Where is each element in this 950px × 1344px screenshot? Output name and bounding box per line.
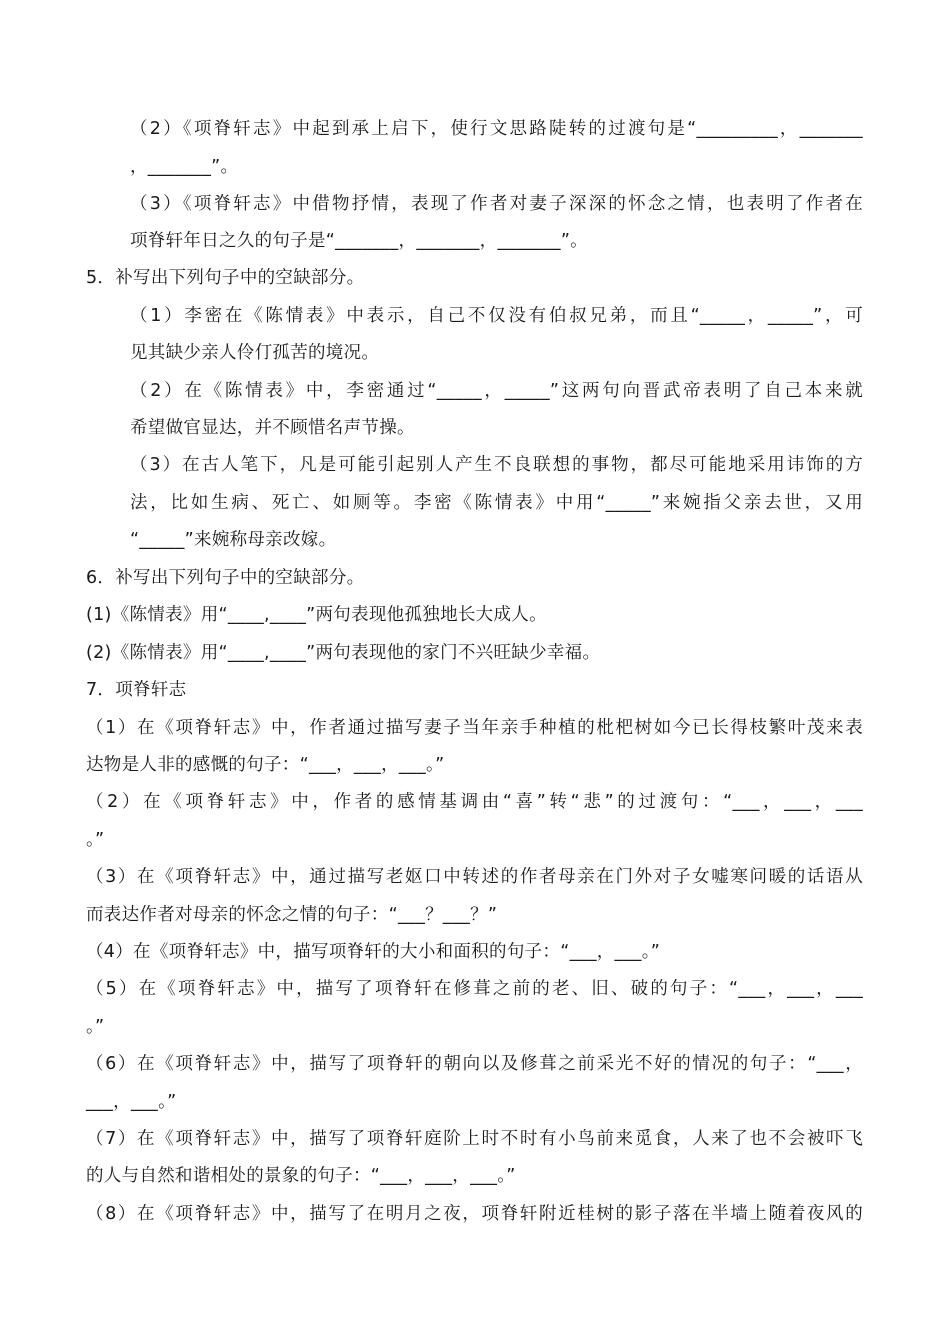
q7-1-line1: （1）在《项脊轩志》中，作者通过描写妻子当年亲手种植的枇杷树如今已长得枝繁叶茂来表 xyxy=(86,718,863,738)
q7-6-line1: （6）在《项脊轩志》中，描写了项脊轩的朝向以及修葺之前采光不好的情况的句子：“___， xyxy=(86,1054,863,1074)
q7-4: （4）在《项脊轩志》中，描写项脊轩的大小和面积的句子：“___，___。” xyxy=(86,942,661,962)
q7-2-line2: 。” xyxy=(86,830,105,850)
q6-2: (2)《陈情表》用“____,____”两句表现他的家门不兴旺缺少幸福。 xyxy=(86,643,601,663)
q7-7-line1: （7）在《项脊轩志》中，描写了项脊轩庭阶上时不时有小鸟前来觅食，人来了也不会被吓飞 xyxy=(86,1129,863,1149)
q5-title: 5．补写出下列句子中的空缺部分。 xyxy=(86,268,365,288)
q4-3-line1: （3）《项脊轩志》中借物抒情，表现了作者对妻子深深的怀念之情，也表明了作者在 xyxy=(130,194,863,214)
q5-3-line2: 法，比如生病、死亡、如厕等。李密《陈情表》中用“_____”来婉指父亲去世，又用 xyxy=(130,493,863,513)
q6-title: 6．补写出下列句子中的空缺部分。 xyxy=(86,568,365,588)
q5-2-line2: 希望做官显达，并不顾惜名声节操。 xyxy=(130,418,415,438)
q4-2-line1: （2）《项脊轩志》中起到承上启下，使行文思路陡转的过渡句是“_________，_______ xyxy=(130,119,863,139)
q7-3-line2: 而表达作者对母亲的怀念之情的句子：“___？___？” xyxy=(86,905,498,925)
q5-3-line3: “_____”来婉称母亲改嫁。 xyxy=(130,530,337,550)
q6-1: (1)《陈情表》用“____,____”两句表现他孤独地长大成人。 xyxy=(86,605,547,625)
q7-title: 7．项脊轩志 xyxy=(86,680,187,700)
q7-7-line2: 的人与自然和谐相处的景象的句子：“___，___，___。” xyxy=(86,1166,516,1186)
q5-2-line1: （2）在《陈情表》中，李密通过“_____，_____”这两句向晋武帝表明了自己本来就 xyxy=(130,381,863,401)
q5-3-line1: （3）在古人笔下，凡是可能引起别人产生不良联想的事物，都尽可能地采用讳饰的方 xyxy=(130,455,863,475)
q4-3-line2: 项脊轩年日之久的句子是“_______，_______，_______”。 xyxy=(130,231,588,251)
q7-8-line1: （8）在《项脊轩志》中，描写了在明月之夜，项脊轩附近桂树的影子落在半墙上随着夜风的 xyxy=(86,1204,863,1224)
q7-5-line2: 。” xyxy=(86,1017,105,1037)
q4-2-line2: ，_______”。 xyxy=(130,157,239,177)
q5-1-line2: 见其缺少亲人伶仃孤苦的境况。 xyxy=(130,343,380,363)
q7-6-line2: ___，___。” xyxy=(86,1092,177,1112)
q7-1-line2: 达物是人非的感慨的句子：“___，___，___。” xyxy=(86,755,445,775)
q7-5-line1: （5）在《项脊轩志》中，描写了项脊轩在修葺之前的老、旧、破的句子：“___，___，___ xyxy=(86,979,863,999)
q7-2-line1: （2）在《项脊轩志》中，作者的感情基调由“喜”转“悲”的过渡句：“___，___，___ xyxy=(86,792,863,812)
q7-3-line1: （3）在《项脊轩志》中，通过描写老妪口中转述的作者母亲在门外对子女嘘寒问暖的话语从 xyxy=(86,867,863,887)
q5-1-line1: （1）李密在《陈情表》中表示，自己不仅没有伯叔兄弟，而且“_____，_____”，可 xyxy=(130,306,863,326)
